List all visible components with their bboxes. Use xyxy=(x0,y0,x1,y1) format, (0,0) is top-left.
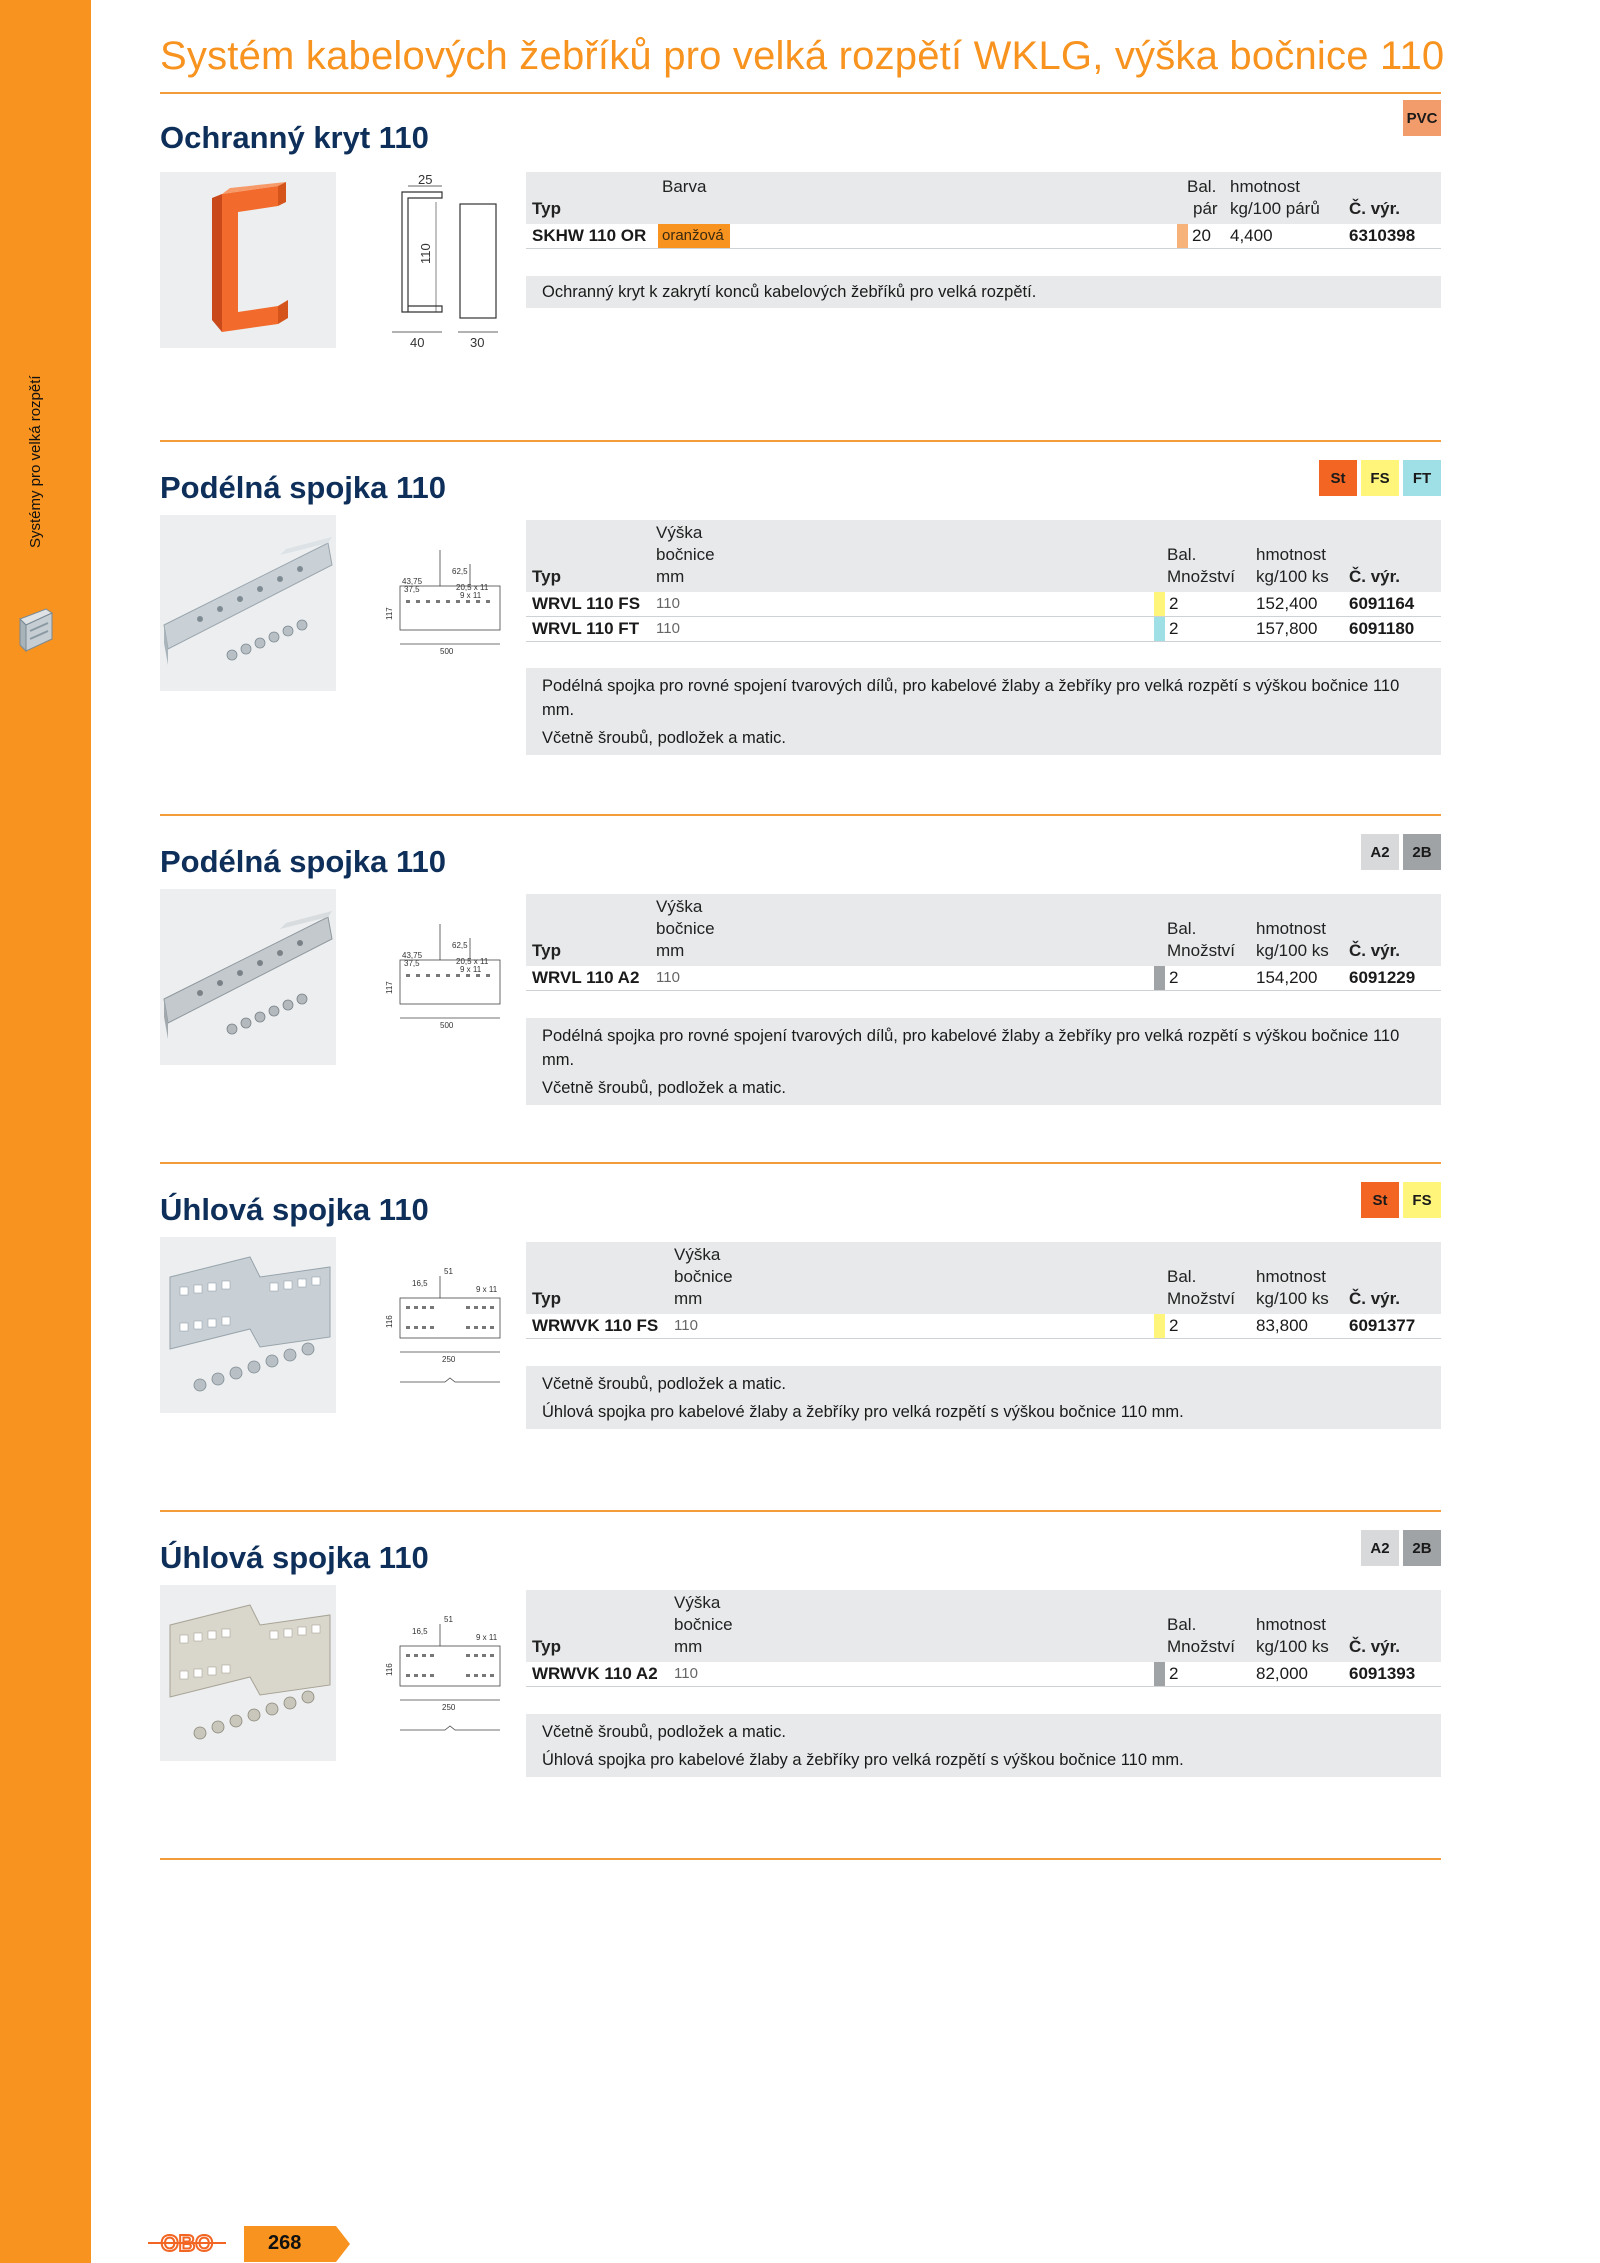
table-header xyxy=(526,894,1441,966)
product-description xyxy=(526,1366,1441,1429)
material-badges xyxy=(1319,460,1441,496)
header-bal: Množství xyxy=(1167,941,1236,960)
color-swatch xyxy=(1154,592,1165,616)
header-mass: kg/100 ks xyxy=(1256,941,1329,960)
header-value: bočnice xyxy=(674,1267,733,1286)
section-divider xyxy=(160,440,1441,442)
description-line: Včetně šroubů, podložek a matic. xyxy=(542,1375,786,1393)
material-badge-2b: 2B xyxy=(1403,1530,1441,1566)
header-value: bočnice xyxy=(656,919,715,938)
cell-article-number: 6091180 xyxy=(1349,619,1415,638)
product-section-angle-connector-a2 xyxy=(160,1510,1441,1850)
dim-label: 9 x 11 xyxy=(476,1633,498,1642)
header-bal: Bal. xyxy=(1187,177,1217,196)
cell-mass: 157,800 xyxy=(1256,619,1318,638)
dim-label: 116 xyxy=(385,1315,394,1328)
cell-typ: WRWVK 110 FS xyxy=(532,1316,659,1335)
dim-label: 116 xyxy=(385,1663,394,1676)
header-bal: Bal. xyxy=(1167,919,1197,938)
header-art: Č. výr. xyxy=(1349,941,1401,960)
dim-label: 30 xyxy=(470,335,485,350)
cable-ladder-icon xyxy=(16,605,56,657)
table-header xyxy=(526,520,1441,592)
dim-label: 250 xyxy=(442,1355,456,1364)
protective-cover-illustration xyxy=(160,172,336,348)
table-header xyxy=(526,1242,1441,1314)
product-photo xyxy=(160,1585,336,1761)
color-swatch xyxy=(1154,617,1165,641)
product-table xyxy=(526,172,1441,249)
section-title: Podélná spojka 110 xyxy=(160,470,447,505)
dim-label: 37,5 xyxy=(404,585,420,594)
cell-value: 110 xyxy=(656,969,680,986)
obo-logo xyxy=(148,2230,226,2256)
header-mass: hmotnost xyxy=(1256,1267,1326,1286)
product-table xyxy=(526,894,1441,991)
header-mass: hmotnost xyxy=(1256,919,1326,938)
table-row[interactable] xyxy=(526,224,1441,249)
header-value: mm xyxy=(656,941,685,960)
material-badge-fs: FS xyxy=(1361,460,1399,496)
material-badge-pvc: PVC xyxy=(1403,100,1441,136)
material-badge-2b: 2B xyxy=(1403,834,1441,870)
color-swatch xyxy=(1154,1314,1165,1338)
connector-illustration xyxy=(160,889,336,1065)
header-value: bočnice xyxy=(674,1615,733,1634)
description-line: Ochranný kryt k zakrytí konců kabelových žebříků pro velká rozpětí. xyxy=(542,283,1037,301)
section-title: Ochranný kryt 110 xyxy=(160,120,429,155)
header-bal: Bal. xyxy=(1167,1267,1197,1286)
cell-article-number: 6091377 xyxy=(1349,1316,1416,1335)
header-bal: Množství xyxy=(1167,1289,1236,1308)
header-value: mm xyxy=(674,1637,703,1656)
cell-mass: 82,000 xyxy=(1256,1664,1308,1683)
description-line: Podélná spojka pro rovné spojení tvarových dílů, pro kabelové žlaby a žebříky pro velká rozpětí s výškou bočnice 110 mm. xyxy=(542,677,1400,719)
product-photo xyxy=(160,1237,336,1413)
dim-label: 40 xyxy=(410,335,425,350)
cell-article-number: 6091393 xyxy=(1349,1664,1416,1683)
header-value: bočnice xyxy=(656,545,715,564)
material-badge-st: St xyxy=(1319,460,1357,496)
material-badges xyxy=(1361,834,1441,870)
cell-mass: 154,200 xyxy=(1256,968,1318,987)
description-line: Úhlová spojka pro kabelové žlaby a žebříky pro velká rozpětí s výškou bočnice 110 mm. xyxy=(542,1751,1184,1769)
header-typ: Typ xyxy=(532,941,561,960)
header-bal: pár xyxy=(1193,199,1218,218)
section-title: Úhlová spojka 110 xyxy=(160,1540,429,1575)
section-divider xyxy=(160,1510,1441,1512)
header-mass: kg/100 ks xyxy=(1256,1637,1329,1656)
dim-label: 500 xyxy=(440,647,454,656)
cell-bal: 2 xyxy=(1169,968,1179,987)
product-description xyxy=(526,276,1441,308)
material-badges xyxy=(1403,100,1441,136)
cell-mass: 83,800 xyxy=(1256,1316,1308,1335)
material-badge-a2: A2 xyxy=(1361,834,1399,870)
logo-text: OBO xyxy=(160,2230,214,2256)
dim-label: 9 x 11 xyxy=(476,1285,498,1294)
product-table xyxy=(526,1242,1441,1339)
product-description xyxy=(526,1018,1441,1105)
product-section-protective-cover xyxy=(160,94,1441,434)
product-section-longitudinal-connector-a2 xyxy=(160,814,1441,1154)
header-typ: Typ xyxy=(532,1289,561,1308)
cell-article-number: 6310398 xyxy=(1349,226,1416,245)
header-value: Barva xyxy=(662,177,707,196)
dim-label: 117 xyxy=(385,607,394,620)
product-table xyxy=(526,520,1441,642)
dim-label: 43,75 xyxy=(402,577,423,586)
dim-label: 20,5 x 11 xyxy=(456,957,489,966)
page-number-tab xyxy=(244,2226,350,2262)
connector-illustration xyxy=(160,515,336,691)
dim-label: 51 xyxy=(444,1267,453,1276)
product-section-angle-connector-st xyxy=(160,1162,1441,1502)
header-art: Č. výr. xyxy=(1349,1289,1401,1308)
header-bal: Množství xyxy=(1167,567,1236,586)
header-bal: Množství xyxy=(1167,1637,1236,1656)
cell-article-number: 6091164 xyxy=(1349,594,1415,613)
dim-label: 43,75 xyxy=(402,951,423,960)
material-badge-a2: A2 xyxy=(1361,1530,1399,1566)
section-divider xyxy=(160,1858,1441,1860)
dim-label: 51 xyxy=(444,1615,453,1624)
description-line: Podélná spojka pro rovné spojení tvarových dílů, pro kabelové žlaby a žebříky pro velká rozpětí s výškou bočnice 110 mm. xyxy=(542,1027,1400,1069)
side-section-label: Systémy pro velká rozpětí xyxy=(27,375,44,548)
dim-label: 250 xyxy=(442,1703,456,1712)
cell-value: oranžová xyxy=(658,224,730,248)
header-value: Výška xyxy=(656,897,703,916)
cell-article-number: 6091229 xyxy=(1349,968,1416,987)
dim-label: 16,5 xyxy=(412,1627,428,1636)
table-row[interactable] xyxy=(526,1314,1441,1339)
dim-label: 9 x 11 xyxy=(460,591,482,600)
color-swatch xyxy=(1154,966,1165,990)
header-bal: Bal. xyxy=(1167,1615,1197,1634)
dim-label: 37,5 xyxy=(404,959,420,968)
material-badge-st: St xyxy=(1361,1182,1399,1218)
table-header xyxy=(526,1590,1441,1662)
description-line: Včetně šroubů, podložek a matic. xyxy=(542,1723,786,1741)
material-badges xyxy=(1361,1182,1441,1218)
header-bal: Bal. xyxy=(1167,545,1197,564)
cell-value: 110 xyxy=(656,595,680,612)
description-line: Úhlová spojka pro kabelové žlaby a žebříky pro velká rozpětí s výškou bočnice 110 mm. xyxy=(542,1403,1184,1421)
header-mass: hmotnost xyxy=(1256,545,1326,564)
product-photo xyxy=(160,515,336,691)
header-mass: hmotnost xyxy=(1256,1615,1326,1634)
header-mass: kg/100 ks xyxy=(1256,567,1329,586)
description-line: Včetně šroubů, podložek a matic. xyxy=(542,729,786,747)
header-value: mm xyxy=(674,1289,703,1308)
cell-typ: WRWVK 110 A2 xyxy=(532,1664,658,1683)
header-value: Výška xyxy=(674,1245,721,1264)
header-art: Č. výr. xyxy=(1349,199,1401,218)
dim-label: 62,5 xyxy=(452,941,468,950)
cell-mass: 152,400 xyxy=(1256,594,1318,613)
cell-bal: 2 xyxy=(1169,594,1179,613)
description-line: Včetně šroubů, podložek a matic. xyxy=(542,1079,786,1097)
table-header xyxy=(526,172,1441,224)
product-photo xyxy=(160,889,336,1065)
section-divider xyxy=(160,814,1441,816)
cell-value: 110 xyxy=(674,1317,698,1334)
product-section-longitudinal-connector-st xyxy=(160,440,1441,780)
angle-connector-illustration xyxy=(160,1237,336,1413)
dim-label: 117 xyxy=(385,981,394,994)
cell-typ: SKHW 110 OR xyxy=(532,226,647,245)
product-photo xyxy=(160,172,336,348)
dim-label: 20,5 x 11 xyxy=(456,583,489,592)
product-description xyxy=(526,668,1441,755)
product-description xyxy=(526,1714,1441,1777)
table-row[interactable] xyxy=(526,617,1441,642)
cell-bal: 2 xyxy=(1169,619,1179,638)
header-typ: Typ xyxy=(532,567,561,586)
header-value: Výška xyxy=(674,1593,721,1612)
cell-bal: 2 xyxy=(1169,1316,1179,1335)
section-title: Úhlová spojka 110 xyxy=(160,1192,429,1227)
header-mass: kg/100 párů xyxy=(1230,199,1320,218)
dim-label: 62,5 xyxy=(452,567,468,576)
cell-value: 110 xyxy=(656,620,680,637)
material-badge-fs: FS xyxy=(1403,1182,1441,1218)
section-title: Podélná spojka 110 xyxy=(160,844,447,879)
cell-typ: WRVL 110 FS xyxy=(532,594,641,613)
header-value: mm xyxy=(656,567,685,586)
page-number: 268 xyxy=(268,2232,302,2254)
material-badges xyxy=(1361,1530,1441,1566)
header-mass: hmotnost xyxy=(1230,177,1300,196)
table-row[interactable] xyxy=(526,592,1441,617)
header-typ: Typ xyxy=(532,1637,561,1656)
section-divider xyxy=(160,1162,1441,1164)
cell-mass: 4,400 xyxy=(1230,226,1273,245)
cell-typ: WRVL 110 A2 xyxy=(532,968,640,987)
dim-label: 500 xyxy=(440,1021,454,1030)
dim-label: 110 xyxy=(418,243,433,264)
color-swatch xyxy=(1154,1662,1165,1686)
color-swatch xyxy=(1177,224,1188,248)
product-table xyxy=(526,1590,1441,1687)
header-typ: Typ xyxy=(532,199,561,218)
dim-label: 9 x 11 xyxy=(460,965,482,974)
cell-bal: 2 xyxy=(1169,1664,1179,1683)
table-row[interactable] xyxy=(526,966,1441,991)
cell-bal: 20 xyxy=(1192,226,1211,245)
table-row[interactable] xyxy=(526,1662,1441,1687)
header-art: Č. výr. xyxy=(1349,1637,1401,1656)
material-badge-ft: FT xyxy=(1403,460,1441,496)
header-art: Č. výr. xyxy=(1349,567,1401,586)
header-mass: kg/100 ks xyxy=(1256,1289,1329,1308)
cell-value: 110 xyxy=(674,1665,698,1682)
angle-connector-illustration xyxy=(160,1585,336,1761)
header-value: Výška xyxy=(656,523,703,542)
page-title: Systém kabelových žebříků pro velká rozpětí WKLG, výška bočnice 110 xyxy=(160,34,1445,78)
dim-label: 16,5 xyxy=(412,1279,428,1288)
cell-typ: WRVL 110 FT xyxy=(532,619,640,638)
dim-label: 25 xyxy=(418,172,433,187)
